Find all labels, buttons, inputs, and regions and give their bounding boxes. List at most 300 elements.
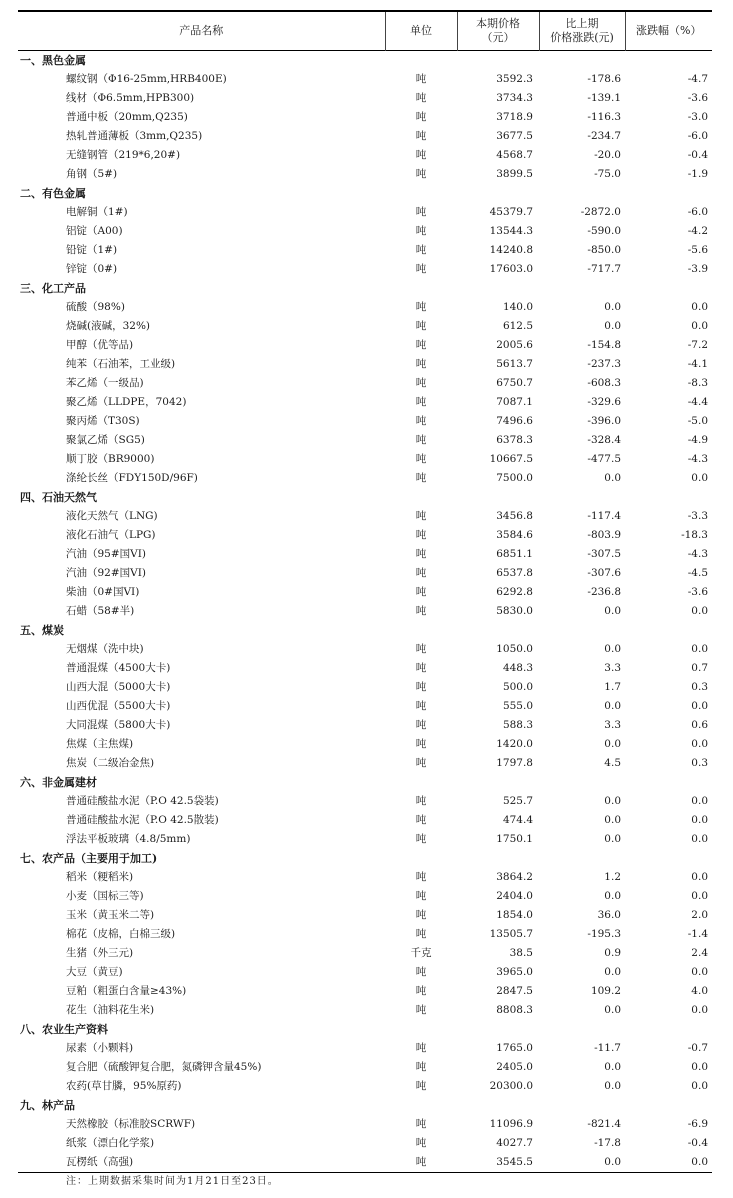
unit-cell: 吨 [415, 414, 427, 427]
category-label: 六、非金属建材 [20, 775, 97, 789]
table-row [18, 792, 712, 811]
price-change-cell: -850.0 [587, 243, 621, 256]
change-percent-cell: 0.0 [691, 604, 708, 617]
footnote: 注：上期数据采集时间为1月21日至23日。 [66, 1176, 279, 1187]
header-current-price-line1: 本期价格 [476, 16, 520, 30]
change-percent-cell: 0.3 [691, 680, 708, 693]
product-name-cell: 普通混煤（4500大卡) [66, 661, 171, 674]
current-price-cell: 6750.7 [496, 376, 533, 389]
price-change-cell: 1.2 [604, 870, 621, 883]
table-row [18, 716, 712, 735]
change-percent-cell: 0.0 [691, 965, 708, 978]
price-change-cell: 0.0 [604, 1003, 621, 1016]
unit-cell: 吨 [415, 1079, 427, 1092]
unit-cell: 吨 [415, 1117, 427, 1130]
change-percent-cell: 2.0 [691, 908, 708, 921]
category-label: 九、林产品 [20, 1098, 75, 1112]
unit-cell: 吨 [415, 604, 427, 617]
product-name-cell: 涤纶长丝（FDY150D/96F) [66, 471, 198, 484]
header-unit: 单位 [385, 11, 457, 50]
price-change-cell: -75.0 [594, 167, 621, 180]
table-row [18, 906, 712, 925]
table-row [18, 355, 712, 374]
current-price-cell: 1050.0 [496, 642, 533, 655]
table-row [18, 583, 712, 602]
current-price-cell: 3456.8 [496, 509, 533, 522]
current-price-cell: 6537.8 [496, 566, 533, 579]
unit-cell: 吨 [415, 243, 427, 256]
product-name-cell: 电解铜（1#) [66, 205, 128, 218]
unit-cell: 吨 [415, 509, 427, 522]
product-name-cell: 山西优混（5500大卡) [66, 699, 171, 712]
price-change-cell: -307.5 [587, 547, 621, 560]
current-price-cell: 4027.7 [496, 1136, 533, 1149]
price-change-cell: -237.3 [587, 357, 621, 370]
current-price-cell: 14240.8 [489, 243, 533, 256]
category-row [18, 773, 712, 792]
price-change-cell: 0.0 [604, 642, 621, 655]
product-name-cell: 农药(草甘膦，95%原药) [66, 1079, 182, 1092]
current-price-cell: 1765.0 [496, 1041, 533, 1054]
current-price-cell: 45379.7 [489, 205, 533, 218]
price-change-cell: -234.7 [587, 129, 621, 142]
current-price-cell: 3734.3 [496, 91, 533, 104]
product-name-cell: 硫酸（98%) [66, 300, 125, 313]
change-percent-cell: 0.0 [691, 1060, 708, 1073]
price-change-cell: 0.0 [604, 300, 621, 313]
product-name-cell: 普通中板（20mm,Q235) [66, 110, 188, 123]
price-change-cell: -11.7 [594, 1041, 621, 1054]
unit-cell: 吨 [415, 927, 427, 940]
price-change-cell: -117.4 [587, 509, 621, 522]
product-name-cell: 液化天然气（LNG) [66, 509, 158, 522]
unit-cell: 吨 [415, 433, 427, 446]
change-percent-cell: -4.1 [687, 357, 708, 370]
unit-cell: 吨 [415, 376, 427, 389]
change-percent-cell: 0.6 [691, 718, 708, 731]
table-row [18, 526, 712, 545]
product-name-cell: 无缝钢管（219*6,20#) [66, 148, 181, 161]
unit-cell: 吨 [415, 737, 427, 750]
table-row [18, 469, 712, 488]
table-row [18, 431, 712, 450]
category-label: 八、农业生产资料 [20, 1022, 108, 1036]
category-label: 七、农产品（主要用于加工) [20, 851, 158, 865]
table-row [18, 1134, 712, 1153]
category-row [18, 488, 712, 507]
table-row [18, 697, 712, 716]
unit-cell: 吨 [415, 1041, 427, 1054]
product-name-cell: 锌锭（0#) [66, 262, 118, 275]
unit-cell: 吨 [415, 1136, 427, 1149]
unit-cell: 吨 [415, 889, 427, 902]
current-price-cell: 3718.9 [496, 110, 533, 123]
current-price-cell: 140.0 [502, 300, 533, 313]
change-percent-cell: -1.9 [687, 167, 708, 180]
price-change-cell: 0.0 [604, 1155, 621, 1168]
change-percent-cell: -0.4 [687, 1136, 708, 1149]
product-name-cell: 浮法平板玻璃（4.8/5mm) [66, 832, 191, 845]
current-price-cell: 3545.5 [496, 1155, 533, 1168]
category-label: 二、有色金属 [20, 186, 86, 200]
product-name-cell: 铝锭（A00) [66, 224, 123, 237]
table-row [18, 450, 712, 469]
change-percent-cell: 0.0 [691, 1155, 708, 1168]
product-name-cell: 焦炭（二级冶金焦) [66, 756, 155, 769]
current-price-cell: 3592.3 [496, 72, 533, 85]
change-percent-cell: -4.2 [687, 224, 708, 237]
price-change-cell: -608.3 [587, 376, 621, 389]
unit-cell: 吨 [415, 908, 427, 921]
product-name-cell: 纯苯（石油苯，工业级) [66, 357, 176, 370]
unit-cell: 吨 [415, 965, 427, 978]
product-name-cell: 石蜡（58#半) [66, 604, 135, 617]
change-percent-cell: -0.7 [687, 1041, 708, 1054]
price-table-container [18, 10, 712, 1173]
change-percent-cell: 0.0 [691, 832, 708, 845]
product-name-cell: 稻米（粳稻米) [66, 870, 134, 883]
current-price-cell: 6292.8 [496, 585, 533, 598]
change-percent-cell: 0.0 [691, 889, 708, 902]
price-change-cell: 0.0 [604, 319, 621, 332]
change-percent-cell: 0.0 [691, 319, 708, 332]
change-percent-cell: 0.0 [691, 642, 708, 655]
product-name-cell: 小麦（国标三等) [66, 889, 144, 902]
current-price-cell: 11096.9 [489, 1117, 533, 1130]
product-name-cell: 尿素（小颗料) [66, 1041, 134, 1054]
change-percent-cell: -6.9 [687, 1117, 708, 1130]
category-label: 五、煤炭 [20, 623, 64, 637]
table-row [18, 241, 712, 260]
header-change-percent: 涨跌幅（%） [625, 11, 712, 50]
current-price-cell: 500.0 [502, 680, 533, 693]
product-name-cell: 瓦楞纸（高强) [66, 1155, 134, 1168]
change-percent-cell: -3.6 [687, 585, 708, 598]
change-percent-cell: -4.3 [687, 547, 708, 560]
product-name-cell: 山西大混（5000大卡) [66, 680, 171, 693]
change-percent-cell: 0.0 [691, 471, 708, 484]
unit-cell: 吨 [415, 262, 427, 275]
product-name-cell: 复合肥（硫酸钾复合肥，氮磷钾含量45%) [66, 1060, 262, 1073]
change-percent-cell: -4.3 [687, 452, 708, 465]
current-price-cell: 4568.7 [496, 148, 533, 161]
price-change-cell: 0.0 [604, 965, 621, 978]
unit-cell: 吨 [415, 91, 427, 104]
price-change-cell: -821.4 [587, 1117, 621, 1130]
product-name-cell: 大同混煤（5800大卡) [66, 718, 171, 731]
change-percent-cell: 0.3 [691, 756, 708, 769]
price-change-cell: -803.9 [587, 528, 621, 541]
table-row [18, 602, 712, 621]
table-row [18, 887, 712, 906]
table-row [18, 1115, 712, 1134]
price-change-cell: 0.0 [604, 471, 621, 484]
unit-cell: 吨 [415, 167, 427, 180]
price-change-cell: 0.0 [604, 699, 621, 712]
product-name-cell: 线材（Φ6.5mm,HPB300) [66, 91, 195, 104]
current-price-cell: 525.7 [502, 794, 533, 807]
unit-cell: 吨 [415, 395, 427, 408]
table-row [18, 564, 712, 583]
change-percent-cell: -18.3 [681, 528, 708, 541]
change-percent-cell: 0.0 [691, 1003, 708, 1016]
table-row [18, 1058, 712, 1077]
table-row [18, 222, 712, 241]
current-price-cell: 1420.0 [496, 737, 533, 750]
price-change-cell: 36.0 [597, 908, 621, 921]
price-change-cell: 109.2 [590, 984, 621, 997]
price-change-cell: 1.7 [604, 680, 621, 693]
price-change-cell: 0.0 [604, 1079, 621, 1092]
price-change-cell: -717.7 [587, 262, 621, 275]
table-row [18, 1077, 712, 1096]
product-name-cell: 生猪（外三元) [66, 946, 134, 959]
product-name-cell: 普通硅酸盐水泥（P.O 42.5袋装) [66, 794, 219, 807]
unit-cell: 吨 [415, 72, 427, 85]
price-change-cell: 0.0 [604, 889, 621, 902]
current-price-cell: 13505.7 [489, 927, 533, 940]
product-name-cell: 汽油（95#国VI) [66, 547, 146, 560]
change-percent-cell: -3.3 [687, 509, 708, 522]
table-row [18, 1153, 712, 1173]
unit-cell: 吨 [415, 338, 427, 351]
category-row [18, 50, 712, 70]
current-price-cell: 612.5 [502, 319, 533, 332]
table-row [18, 165, 712, 184]
header-price-change-line2: 价格涨跌(元) [550, 30, 614, 44]
unit-cell: 吨 [415, 832, 427, 845]
current-price-cell: 17603.0 [489, 262, 533, 275]
product-name-cell: 普通硅酸盐水泥（P.O 42.5散装) [66, 813, 219, 826]
change-percent-cell: -3.6 [687, 91, 708, 104]
unit-cell: 吨 [415, 984, 427, 997]
price-change-cell: 0.0 [604, 832, 621, 845]
unit-cell: 吨 [415, 547, 427, 560]
category-row [18, 1096, 712, 1115]
table-row [18, 944, 712, 963]
header-current-price [457, 11, 539, 50]
current-price-cell: 474.4 [502, 813, 533, 826]
change-percent-cell: -6.0 [687, 205, 708, 218]
price-change-cell: -195.3 [587, 927, 621, 940]
price-change-cell: -329.6 [587, 395, 621, 408]
price-change-cell: 0.0 [604, 1060, 621, 1073]
category-label: 三、化工产品 [20, 281, 86, 295]
unit-cell: 吨 [415, 870, 427, 883]
price-change-cell: -396.0 [587, 414, 621, 427]
current-price-cell: 20300.0 [489, 1079, 533, 1092]
table-row [18, 146, 712, 165]
product-name-cell: 苯乙烯（一级品) [66, 376, 144, 389]
change-percent-cell: 0.0 [691, 813, 708, 826]
price-change-cell: -17.8 [594, 1136, 621, 1149]
unit-cell: 吨 [415, 1060, 427, 1073]
product-name-cell: 豆粕（粗蛋白含量≥43%) [66, 984, 187, 997]
unit-cell: 吨 [415, 224, 427, 237]
table-row [18, 1001, 712, 1020]
table-row [18, 393, 712, 412]
change-percent-cell: 0.0 [691, 699, 708, 712]
table-header [18, 11, 712, 50]
table-row [18, 678, 712, 697]
product-name-cell: 热轧普通薄板（3mm,Q235) [66, 129, 203, 142]
price-change-cell: -236.8 [587, 585, 621, 598]
change-percent-cell: -7.2 [687, 338, 708, 351]
table-row [18, 1039, 712, 1058]
category-row [18, 184, 712, 203]
current-price-cell: 5613.7 [496, 357, 533, 370]
price-change-cell: 0.9 [604, 946, 621, 959]
price-change-cell: 4.5 [604, 756, 621, 769]
current-price-cell: 448.3 [502, 661, 533, 674]
table-row [18, 830, 712, 849]
price-table [18, 10, 712, 1173]
current-price-cell: 2404.0 [496, 889, 533, 902]
current-price-cell: 7500.0 [496, 471, 533, 484]
change-percent-cell: -3.9 [687, 262, 708, 275]
table-row [18, 260, 712, 279]
price-change-cell: 0.0 [604, 737, 621, 750]
price-change-cell: -20.0 [594, 148, 621, 161]
current-price-cell: 6378.3 [496, 433, 533, 446]
change-percent-cell: -4.5 [687, 566, 708, 579]
product-name-cell: 液化石油气（LPG) [66, 528, 156, 541]
unit-cell: 吨 [415, 110, 427, 123]
price-change-cell: 3.3 [604, 718, 621, 731]
table-row [18, 374, 712, 393]
unit-cell: 吨 [415, 471, 427, 484]
price-change-cell: -154.8 [587, 338, 621, 351]
header-current-price-line2: （元） [481, 30, 515, 44]
table-row [18, 317, 712, 336]
current-price-cell: 7087.1 [496, 395, 533, 408]
product-name-cell: 柴油（0#国VI) [66, 585, 140, 598]
unit-cell: 吨 [415, 699, 427, 712]
product-name-cell: 烧碱(液碱，32%) [66, 319, 151, 332]
current-price-cell: 7496.6 [496, 414, 533, 427]
unit-cell: 吨 [415, 528, 427, 541]
unit-cell: 吨 [415, 794, 427, 807]
price-change-cell: -2872.0 [580, 205, 621, 218]
table-row [18, 925, 712, 944]
change-percent-cell: 0.0 [691, 737, 708, 750]
header-price-change-line1: 比上期 [565, 16, 599, 30]
product-name-cell: 角钢（5#) [66, 167, 118, 180]
change-percent-cell: -3.0 [687, 110, 708, 123]
table-row [18, 963, 712, 982]
change-percent-cell: -5.6 [687, 243, 708, 256]
change-percent-cell: -0.4 [687, 148, 708, 161]
header-row [18, 11, 712, 50]
current-price-cell: 5830.0 [496, 604, 533, 617]
unit-cell: 吨 [415, 300, 427, 313]
table-row [18, 507, 712, 526]
header-price-change [539, 11, 625, 50]
category-row [18, 849, 712, 868]
product-name-cell: 聚丙烯（T30S) [66, 414, 140, 427]
unit-cell: 吨 [415, 566, 427, 579]
change-percent-cell: 0.7 [691, 661, 708, 674]
table-row [18, 70, 712, 89]
product-name-cell: 花生（油料花生米) [66, 1003, 155, 1016]
table-row [18, 735, 712, 754]
product-name-cell: 焦煤（主焦煤) [66, 737, 134, 750]
unit-cell: 千克 [410, 946, 432, 959]
current-price-cell: 1854.0 [496, 908, 533, 921]
table-row [18, 336, 712, 355]
product-name-cell: 无烟煤（洗中块) [66, 642, 144, 655]
product-name-cell: 天然橡胶（标准胶SCRWF) [66, 1117, 196, 1130]
current-price-cell: 3965.0 [496, 965, 533, 978]
product-name-cell: 玉米（黄玉米二等) [66, 908, 155, 921]
current-price-cell: 13544.3 [489, 224, 533, 237]
table-row [18, 754, 712, 773]
price-change-cell: -116.3 [587, 110, 621, 123]
current-price-cell: 2005.6 [496, 338, 533, 351]
table-row [18, 298, 712, 317]
unit-cell: 吨 [415, 205, 427, 218]
change-percent-cell: 2.4 [691, 946, 708, 959]
current-price-cell: 10667.5 [489, 452, 533, 465]
unit-cell: 吨 [415, 357, 427, 370]
price-change-cell: 3.3 [604, 661, 621, 674]
current-price-cell: 2847.5 [496, 984, 533, 997]
table-row [18, 203, 712, 222]
current-price-cell: 3584.6 [496, 528, 533, 541]
product-name-cell: 甲醇（优等品) [66, 338, 134, 351]
category-row [18, 279, 712, 298]
price-change-cell: -178.6 [587, 72, 621, 85]
product-name-cell: 汽油（92#国VI) [66, 566, 146, 579]
table-row [18, 659, 712, 678]
current-price-cell: 1750.1 [496, 832, 533, 845]
price-change-cell: 0.0 [604, 604, 621, 617]
unit-cell: 吨 [415, 661, 427, 674]
change-percent-cell: -4.7 [687, 72, 708, 85]
change-percent-cell: -4.4 [687, 395, 708, 408]
product-name-cell: 大豆（黄豆) [66, 965, 123, 978]
price-change-cell: -328.4 [587, 433, 621, 446]
change-percent-cell: 4.0 [691, 984, 708, 997]
product-name-cell: 顺丁胶（BR9000) [66, 452, 155, 465]
unit-cell: 吨 [415, 1155, 427, 1168]
table-row [18, 545, 712, 564]
unit-cell: 吨 [415, 452, 427, 465]
unit-cell: 吨 [415, 813, 427, 826]
product-name-cell: 聚乙烯（LLDPE，7042) [66, 395, 187, 408]
unit-cell: 吨 [415, 129, 427, 142]
table-row [18, 412, 712, 431]
current-price-cell: 588.3 [502, 718, 533, 731]
current-price-cell: 3899.5 [496, 167, 533, 180]
table-row [18, 982, 712, 1001]
unit-cell: 吨 [415, 148, 427, 161]
unit-cell: 吨 [415, 1003, 427, 1016]
category-row [18, 1020, 712, 1039]
table-row [18, 127, 712, 146]
change-percent-cell: 0.0 [691, 300, 708, 313]
product-name-cell: 螺纹钢（Φ16-25mm,HRB400E) [66, 72, 227, 85]
price-change-cell: -590.0 [587, 224, 621, 237]
category-row [18, 621, 712, 640]
table-row [18, 868, 712, 887]
current-price-cell: 8808.3 [496, 1003, 533, 1016]
current-price-cell: 555.0 [502, 699, 533, 712]
price-change-cell: -307.6 [587, 566, 621, 579]
table-row [18, 108, 712, 127]
unit-cell: 吨 [415, 718, 427, 731]
change-percent-cell: -4.9 [687, 433, 708, 446]
